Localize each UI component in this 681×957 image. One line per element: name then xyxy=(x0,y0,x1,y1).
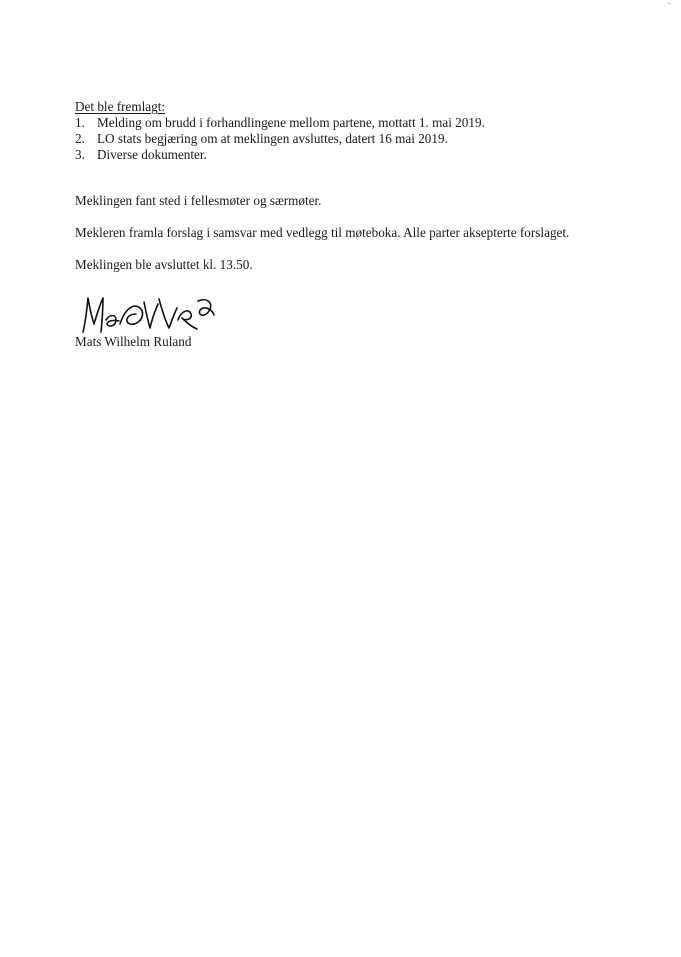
presented-list xyxy=(75,115,485,163)
list-item-number: 3. xyxy=(75,147,85,162)
list-item xyxy=(75,147,485,163)
list-item xyxy=(75,131,485,147)
signer-name: Mats Wilhelm Ruland xyxy=(75,334,192,349)
list-item-text: Melding om brudd i forhandlingene mellom partene, mottatt 1. mai 2019. xyxy=(97,115,485,130)
list-item-number: 1. xyxy=(75,115,85,130)
paragraph-conclusion-time: Meklingen ble avsluttet kl. 13.50. xyxy=(75,257,253,272)
handwritten-signature xyxy=(80,290,215,338)
presented-heading: Det ble fremlagt: xyxy=(75,99,166,114)
scan-mark xyxy=(667,3,671,4)
list-item-text: Diverse dokumenter. xyxy=(97,147,207,162)
list-item-text: LO stats begjæring om at meklingen avsluttes, datert 16 mai 2019. xyxy=(97,131,448,146)
paragraph-proposal: Mekleren framla forslag i samsvar med vedlegg til møteboka. Alle parter aksepterte forslaget. xyxy=(75,225,570,240)
paragraph-meeting-format: Meklingen fant sted i fellesmøter og særmøter. xyxy=(75,193,322,208)
list-item xyxy=(75,115,485,131)
list-item-number: 2. xyxy=(75,131,85,146)
